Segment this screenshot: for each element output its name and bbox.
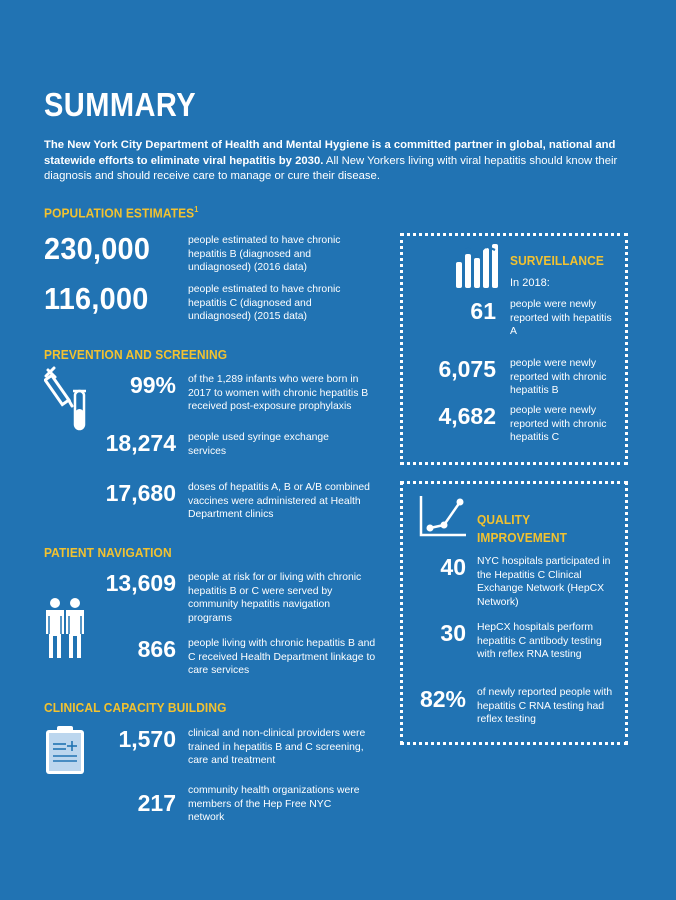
surveillance-heading: SURVEILLANCE: [510, 253, 604, 268]
surveillance-text-2: people were newly reported with chronic hepatitis B: [510, 358, 607, 397]
surveillance-year: In 2018:: [510, 277, 550, 289]
quality-text-1: NYC hospitals participated in the Hepatitis C Clinical Exchange Network (HepCX Network): [477, 556, 611, 608]
population-value-1: 230,000: [44, 231, 151, 266]
line-chart-icon: [418, 494, 468, 538]
surveillance-value-1: 61: [470, 298, 496, 324]
quality-heading-2: IMPROVEMENT: [477, 530, 568, 545]
surveillance-text-1: people were newly reported with hepatitis A: [510, 299, 612, 338]
quality-text-2: HepCX hospitals perform hepatitis C antibody testing with reflex RNA testing: [477, 622, 602, 661]
navigation-text-1: people at risk for or living with chronic hepatitis B or C were served by community hepatitis navigation programs: [188, 572, 362, 624]
capacity-heading: CLINICAL CAPACITY BUILDING: [44, 700, 227, 715]
clipboard-icon: [44, 724, 86, 776]
intro-bold: The New York City Department of Health and Mental Hygiene is a committed partner in global, national and statewide efforts to eliminate viral hepatitis by 2030.: [44, 139, 616, 167]
capacity-value-1: 1,570: [118, 726, 176, 752]
navigation-text-2: people living with chronic hepatitis B and C received Health Department linkage to care services: [188, 638, 376, 677]
population-text-1: people estimated to have chronic hepatitis B (diagnosed and undiagnosed) (2016 data): [188, 235, 341, 274]
prevention-text-3: doses of hepatitis A, B or A/B combined vaccines were administered at Health Department clinics: [188, 482, 370, 521]
quality-value-1: 40: [440, 554, 466, 580]
surveillance-value-2: 6,075: [438, 356, 496, 382]
prevention-value-3: 17,680: [105, 480, 176, 506]
population-value-2: 116,000: [44, 281, 149, 316]
prevention-text-1: of the 1,289 infants who were born in 2017 to women with chronic hepatitis B received post-exposure prophylaxis: [188, 374, 369, 413]
quality-text-3: of newly reported people with hepatitis C RNA testing had reflex testing: [477, 687, 613, 726]
bar-chart-icon: [454, 240, 498, 290]
intro-paragraph: [44, 138, 644, 185]
navigation-value-2: 866: [137, 636, 176, 662]
intro-regular: All New Yorkers living with viral hepatitis should know their diagnosis and should receive care to manage or cure their disease.: [44, 154, 618, 182]
syringe-test-tube-icon: [44, 366, 92, 436]
population-text-2: people estimated to have chronic hepatitis C (diagnosed and undiagnosed) (2015 data): [188, 284, 341, 323]
capacity-text-2: community health organizations were members of the Hep Free NYC network: [188, 785, 360, 824]
prevention-value-1: 99%: [129, 372, 176, 398]
navigation-heading: PATIENT NAVIGATION: [44, 545, 172, 560]
footnote-marker: 1: [194, 205, 199, 214]
surveillance-text-3: people were newly reported with chronic hepatitis C: [510, 405, 607, 444]
capacity-text-1: clinical and non-clinical providers were trained in hepatitis B and C screening, care and treatment: [188, 728, 366, 767]
capacity-value-2: 217: [137, 790, 176, 816]
quality-value-2: 30: [440, 620, 466, 646]
population-heading-text: POPULATION ESTIMATES: [44, 205, 195, 221]
quality-heading-1: QUALITY: [477, 512, 531, 527]
prevention-heading: PREVENTION AND SCREENING: [44, 347, 228, 362]
prevention-value-2: 18,274: [105, 430, 176, 456]
population-heading: [44, 205, 198, 220]
page-title: SUMMARY: [44, 86, 197, 123]
prevention-text-2: people used syringe exchange services: [188, 432, 329, 457]
people-icon: [44, 598, 86, 660]
quality-value-3: 82%: [419, 686, 466, 712]
surveillance-value-3: 4,682: [438, 403, 496, 429]
navigation-value-1: 13,609: [105, 570, 176, 596]
